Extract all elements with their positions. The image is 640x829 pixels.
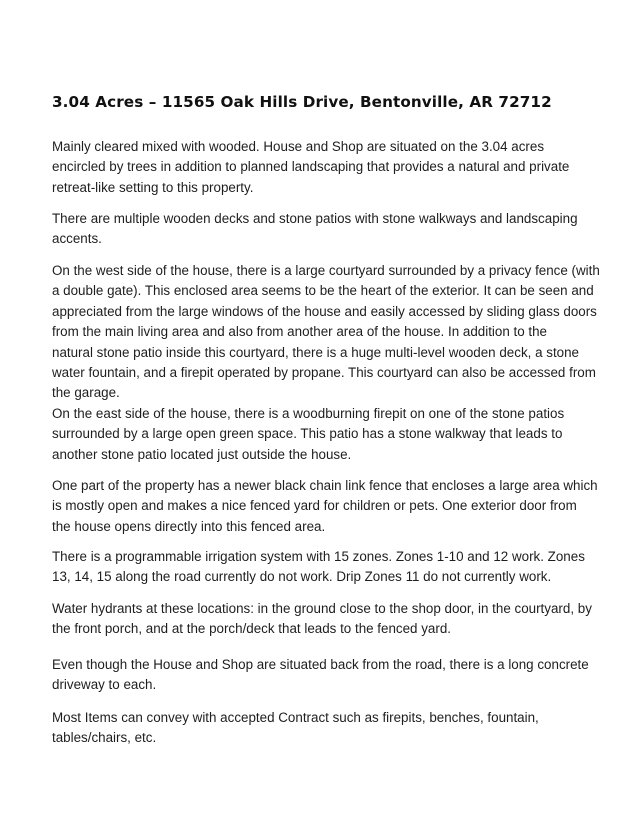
paragraph-line: Even though the House and Shop are situated back from the road, there is a long concrete [52,657,589,672]
paragraph-line: is mostly open and makes a nice fenced yard for children or pets. One exterior door from [52,498,577,514]
paragraph-line: Mainly cleared mixed with wooded. House and Shop are situated on the 3.04 acres [52,139,545,154]
paragraph-line: retreat-like setting to this property. [52,179,254,195]
paragraph-decks [52,209,592,250]
paragraph-irrigation [52,547,592,588]
paragraph-west-courtyard [52,261,600,404]
paragraph-line: accents. [52,231,102,247]
paragraph-line: another stone patio located just outside the house. [52,446,352,462]
paragraph-conveyance [52,708,592,749]
paragraph-line: a double gate). This enclosed area seems to be the heart of the exterior. It can be seen and [52,283,594,299]
paragraph-overview [52,137,592,198]
paragraph-line: appreciated from the large windows of the house and easily accessed by sliding glass doors [52,303,597,319]
paragraph-line: One part of the property has a newer black chain link fence that encloses a large area which [52,478,598,493]
paragraph-driveway [52,655,592,696]
paragraph-line: surrounded by a large open green space. This patio has a stone walkway that leads to [52,426,563,442]
paragraph-fence [52,476,598,537]
paragraph-east-firepit [52,404,592,465]
paragraph-line: There are multiple wooden decks and stone patios with stone walkways and landscaping [52,211,578,226]
paragraph-line: natural stone patio inside this courtyard, there is a huge multi-level wooden deck, a stone [52,344,580,360]
paragraph-line: Water hydrants at these locations: in the ground close to the shop door, in the courtyard, by [52,601,592,616]
paragraph-line: from the main living area and also from another area of the house. In addition to the [52,324,548,340]
paragraph-line: 13, 14, 15 along the road currently do not work. Drip Zones 11 do not currently work. [52,569,552,585]
paragraph-line: the front porch, and at the porch/deck that leads to the fenced yard. [52,621,451,637]
paragraph-line: Most Items can convey with accepted Contract such as firepits, benches, fountain, [52,710,539,725]
paragraph-line: water fountain, and a firepit operated by propane. This courtyard can also be accessed from [52,365,596,381]
paragraph-line: encircled by trees in addition to planned landscaping that provides a natural and private [52,159,570,175]
paragraph-line: driveway to each. [52,677,157,693]
paragraph-line: On the west side of the house, there is a large courtyard surrounded by a privacy fence (with [52,263,600,278]
paragraph-hydrants [52,599,592,640]
paragraph-line: tables/chairs, etc. [52,730,157,746]
paragraph-line: There is a programmable irrigation system with 15 zones. Zones 1-10 and 12 work. Zones [52,549,585,564]
document-title: 3.04 Acres – 11565 Oak Hills Drive, Bentonville, AR 72712 [52,93,552,111]
paragraph-line: On the east side of the house, there is a woodburning firepit on one of the stone patios [52,406,565,421]
paragraph-line: the house opens directly into this fenced area. [52,518,326,534]
paragraph-line: the garage. [52,385,120,401]
